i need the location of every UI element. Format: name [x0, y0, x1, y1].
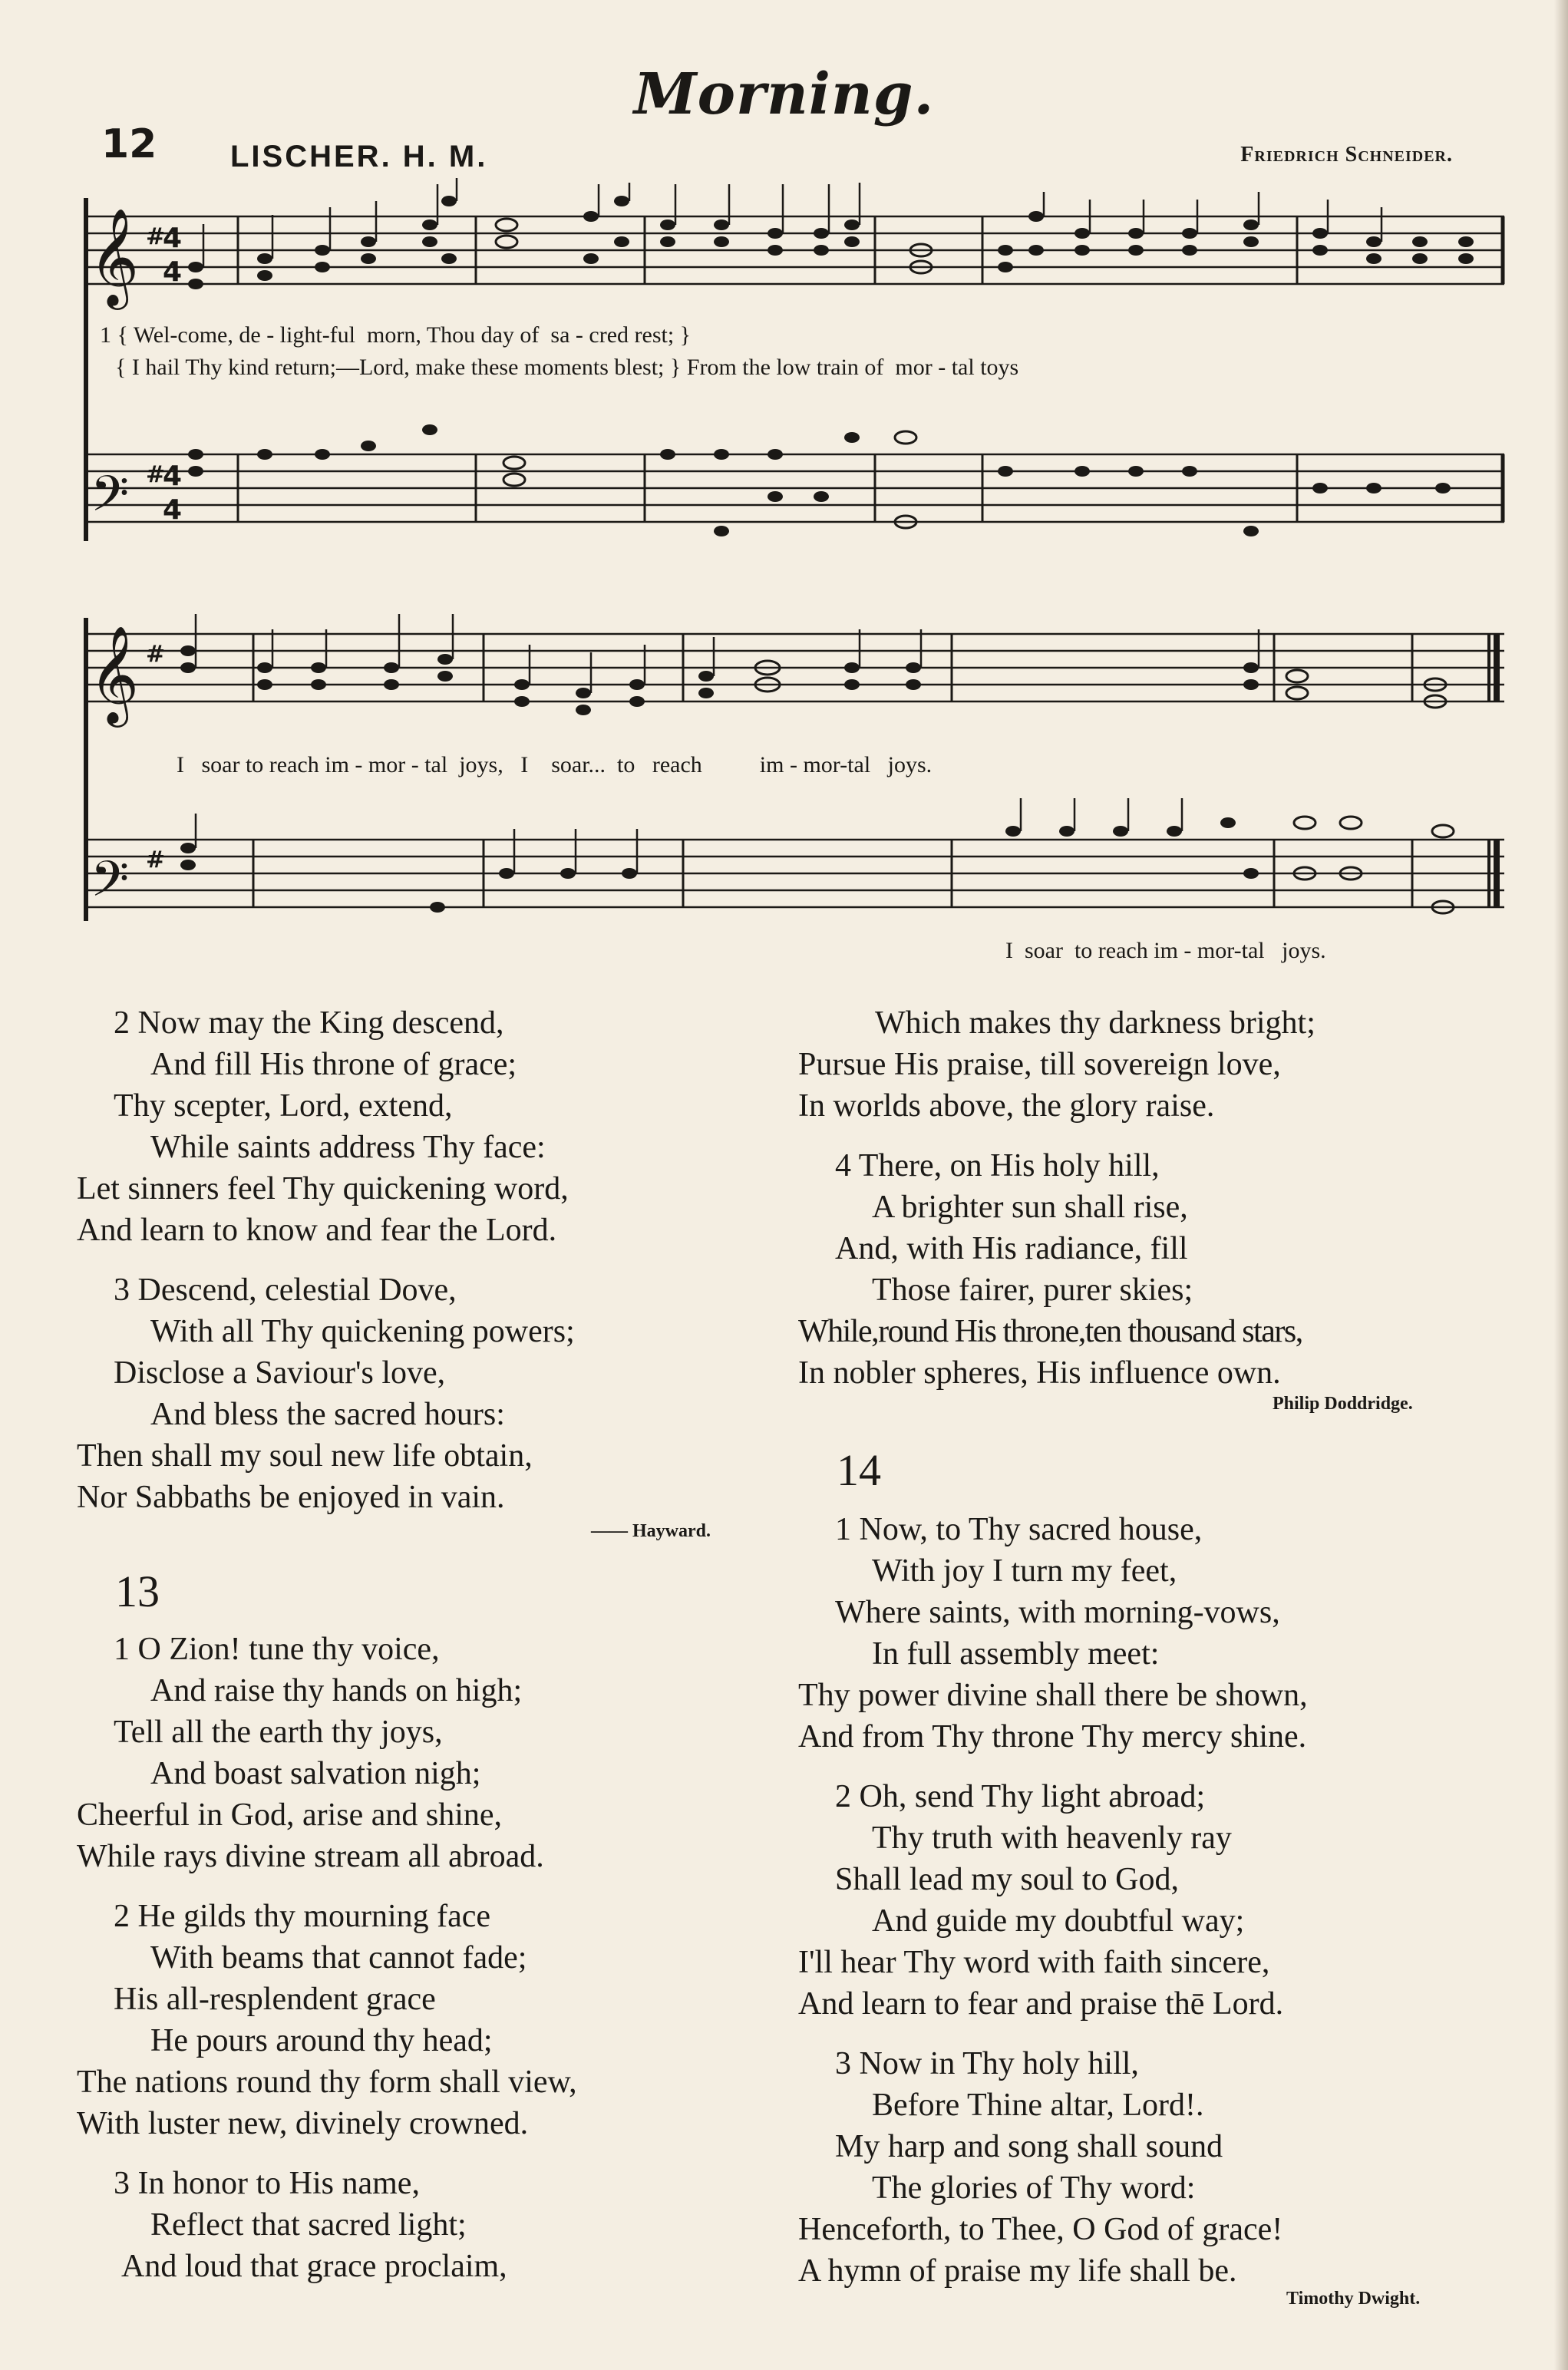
verse-line: Those fairer, purer skies; — [872, 1272, 1193, 1308]
verse-line: Disclose a Saviour's love, — [114, 1355, 446, 1391]
svg-text:𝄢: 𝄢 — [91, 466, 130, 535]
verse-line: Where saints, with morning-vows, — [835, 1595, 1280, 1630]
svg-text:𝄞: 𝄞 — [89, 625, 140, 723]
verse-line: And fill His throne of grace; — [150, 1047, 517, 1082]
svg-text:4: 4 — [163, 460, 183, 492]
verse-line: In worlds above, the glory raise. — [798, 1088, 1215, 1124]
svg-text:#: # — [146, 223, 166, 250]
hymn13-number: 13 — [115, 1566, 160, 1616]
verse-line: 3 In honor to His name, — [114, 2166, 420, 2201]
svg-text:𝄢: 𝄢 — [91, 851, 130, 920]
verse-line: And bless the sacred hours: — [150, 1397, 505, 1432]
verse-line: 3 Descend, celestial Dove, — [114, 1272, 457, 1308]
verse-line: Reflect that sacred light; — [150, 2207, 467, 2243]
verse-line: His all-resplendent grace — [114, 1982, 436, 2017]
verse-line: The glories of Thy word: — [872, 2170, 1196, 2206]
verse-line: The nations round thy form shall view, — [77, 2065, 577, 2100]
verse-line: In full assembly meet: — [872, 1636, 1160, 1672]
verse-line: 3 Now in Thy holy hill, — [835, 2046, 1139, 2081]
lyrics-system1-line1: 1 { Wel-come, de - light-ful morn, Thou day of sa - cred rest; } — [100, 322, 692, 348]
hymn12-verse3 — [77, 1269, 575, 1518]
tune-name: LISCHER. H. M. — [230, 140, 488, 173]
verse-line: 1 Now, to Thy sacred house, — [835, 1512, 1203, 1547]
verse-line: Before Thine altar, Lord!. — [872, 2088, 1204, 2123]
page-title: Morning. — [633, 61, 935, 127]
music-score — [0, 0, 1568, 967]
svg-text:4: 4 — [163, 223, 183, 254]
verse-line: With beams that cannot fade; — [150, 1940, 527, 1976]
svg-text:𝄞: 𝄞 — [89, 207, 140, 305]
verse-line: 1 O Zion! tune thy voice, — [114, 1632, 440, 1667]
svg-text:#: # — [146, 461, 166, 488]
verse-line: And loud that grace proclaim, — [121, 2249, 507, 2284]
hymn14-verse3 — [798, 2043, 1282, 2292]
verse-line: Let sinners feel Thy quickening word, — [77, 1171, 569, 1206]
verse-line: Shall lead my soul to God, — [835, 1862, 1179, 1897]
lyrics-system1-line2: { I hail Thy kind return;—Lord, make these moments blest; } From the low train of mor - tal toys — [115, 355, 1019, 380]
verse-line: He pours around thy head; — [150, 2023, 493, 2058]
verse-line: And learn to fear and praise thē Lord. — [798, 1986, 1284, 2022]
verse-line: Thy power divine shall there be shown, — [798, 1678, 1308, 1713]
verse-line: And, with His radiance, fill — [835, 1231, 1188, 1266]
verse-line: 2 Oh, send Thy light abroad; — [835, 1779, 1206, 1814]
lyrics-system2: I soar to reach im - mor - tal joys, I soar... to reach im - mor-tal joys. — [177, 752, 933, 777]
lyrics-system2-bass: I soar to reach im - mor-tal joys. — [1005, 938, 1326, 963]
verse-line: And raise thy hands on high; — [150, 1673, 523, 1708]
hymn13-verse3 — [77, 2163, 507, 2287]
hymn13-verse3-continued — [798, 1002, 1315, 1127]
verse-line: While,round His throne,ten thousand stars, — [798, 1314, 1302, 1349]
hymn12-verse2 — [77, 1002, 569, 1251]
verse-line: With joy I turn my feet, — [872, 1553, 1177, 1589]
verse-line: Nor Sabbaths be enjoyed in vain. — [77, 1480, 505, 1515]
verse-line: Cheerful in God, arise and shine, — [77, 1797, 503, 1833]
hymn14-verse2 — [798, 1776, 1283, 2025]
hymn14-verse1 — [798, 1509, 1308, 1758]
hymn13-verse2 — [77, 1896, 577, 2144]
verse-line: 4 There, on His holy hill, — [835, 1148, 1160, 1183]
verse-line: Thy scepter, Lord, extend, — [114, 1088, 453, 1124]
verse-line: While rays divine stream all abroad. — [77, 1839, 544, 1874]
verse-line: And learn to know and fear the Lord. — [77, 1213, 557, 1248]
verse-line: My harp and song shall sound — [835, 2129, 1223, 2164]
verse-line: 2 He gilds thy mourning face — [114, 1899, 491, 1934]
verse-line: 2 Now may the King descend, — [114, 1005, 504, 1041]
hymn12-author: —— Hayward. — [591, 1521, 711, 1541]
svg-text:#: # — [146, 641, 166, 668]
verse-line: A hymn of praise my life shall be. — [798, 2253, 1237, 2289]
svg-text:4: 4 — [163, 256, 183, 288]
verse-line: In nobler spheres, His influence own. — [798, 1355, 1281, 1391]
verse-line: Tell all the earth thy joys, — [114, 1715, 443, 1750]
svg-text:#: # — [146, 847, 166, 873]
hymn13-verse4 — [798, 1145, 1302, 1394]
composer-credit: Friedrich Schneider. — [1240, 143, 1453, 167]
verse-line: Pursue His praise, till sovereign love, — [798, 1047, 1281, 1082]
verse-line: And boast salvation nigh; — [150, 1756, 481, 1791]
hymn13-author: Philip Doddridge. — [1273, 1394, 1413, 1414]
verse-line: Then shall my soul new life obtain, — [77, 1438, 533, 1474]
verse-line: Henceforth, to Thee, O God of grace! — [798, 2212, 1283, 2247]
verse-line: With all Thy quickening powers; — [150, 1314, 575, 1349]
verse-line: With luster new, divinely crowned. — [77, 2106, 529, 2141]
verse-line: And from Thy throne Thy mercy shine. — [798, 1719, 1307, 1754]
verse-line: A brighter sun shall rise, — [872, 1190, 1188, 1225]
verse-line: I'll hear Thy word with faith sincere, — [798, 1945, 1270, 1980]
verse-line: And guide my doubtful way; — [872, 1903, 1245, 1939]
hymn14-author: Timothy Dwight. — [1286, 2289, 1421, 2309]
svg-text:4: 4 — [163, 494, 183, 526]
verse-line: Which makes thy darkness bright; — [875, 1005, 1315, 1041]
page-number: 12 — [101, 121, 157, 167]
hymn13-verse1 — [77, 1629, 544, 1877]
hymn14-number: 14 — [837, 1445, 881, 1495]
verse-line: While saints address Thy face: — [150, 1130, 546, 1165]
verse-line: Thy truth with heavenly ray — [872, 1820, 1232, 1856]
